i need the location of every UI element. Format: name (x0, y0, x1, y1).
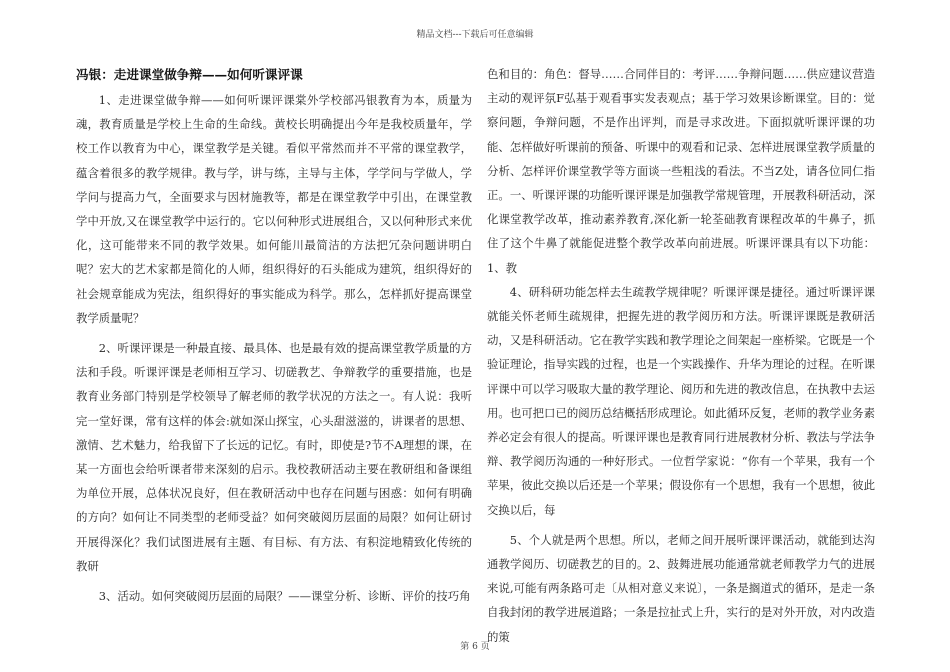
article-title: 冯银：走进课堂做争辩——如何听课评课 (76, 67, 303, 82)
page-header: 精品文档---下载后可任意编辑 (416, 30, 534, 40)
paragraph-2: 2、听课评课是一种最直接、最具体、也是最有效的提高课堂教学质量的方法和手段。听课评课是老师相互学习、切磋教艺、争辩教学的重要措施，也是教育业务部门特别是学校领导了解老师的教学状况的方法之一。有人说：我听完一堂好课，常有这样的体会:就如深山探宝，心头甜滋滋的，讲课者的思想、激情、艺术魅力，给我留下了长远的记忆。有时，即使是?节不A理想的课，在某一方面也会给听课者带来深刻的启示。我校教研活动主要在教研组和备课组为单位开展，总体状况良好，但在教研活动中也存在问题与困惑：如何有明确的方向？如何让不同类型的老师受益？如何突破阅历层面的局限？如何让研讨开展得深化？我们试图进展有主题、有目标、有方法、有积淀地精致化传统的教研 (76, 341, 472, 573)
page-number: 第 6 页 (460, 642, 490, 652)
right-column (487, 62, 875, 649)
paragraph-3-continued: 色和目的：角色：督导……合同伴目的：考评……争辩问题……供应建议营造主动的观评氛F弘基于观看事实发表观点；基于学习效果诊断课堂。目的：觉察问题，争辩问题，不是作出评判，而是寻求改进。下面拟就听课评课的功能、怎样做好听课前的预备、听课中的观看和记录、怎样进展课堂教学质量的分析、怎样评价课堂教学等方面谈一些粗浅的看法。不当Z处，请各位同仁指正。一、听课评课的功能听课评课是加强教学常规管理，开展教科研活动，深化课堂教学改革，推动素养教育,深化新一轮荃础教育课程改革的牛鼻子，抓住了这个牛鼻了就能促进整个教学改革向前进展。听课评课具有以下功能：1、教 (487, 67, 875, 275)
paragraph-3: 3、活动。如何突破阅历层面的局限？——课堂分析、诊断、评价的技巧角 (98, 589, 471, 604)
paragraph-1: 1、走进课堂做争辩——如何听课评课棠外学校部冯银教育为本，质量为魂，教育质量是学校上生命的生命线。黄校长明确提出今年是我校质量年，学校工作以教育为中心，课堂教学是关键。看似平常然而并不平常的课堂教学，蕴含着很多的教学规律。教与学，讲与练，主导与主体，学学问与学做人，学学问与提高力气，全面要求与因材施教等，都是在课堂教学中引出，在课堂教学中开放,又在课堂教学中运行的。它以何种形式进展组合，又以何种形式来优化，这可能带来不同的教学效果。如何能川最简洁的方法把冗杂问题讲明白呢？宏大的艺术家都是简化的人师，组织得好的石头能成为建筑，组织得好的社会规章能成为宪法，组织得好的事实能成为科学。那么，怎样抓好提高课堂教学质量呢？ (76, 93, 472, 325)
left-column (76, 62, 472, 608)
paragraph-4: 4、研科研功能怎样去生疏教学规律呢？听课评课是捷径。通过听课评课就能关怀老师生疏规律，把握先进的教学阅历和方法。听课评课既是教研活动，又是科研活动。它在教学实践和教学理论之间架起一座桥梁。它既是一个验证理论，指导实践的过程，也是一个实践操作、升华为理论的过程。在听课评课中可以学习吸取大量的教学理论、阅历和先进的教改信息，在执教中去运用。也可把口已的阅历总结概括形成理论。如此循环反复，老师的教学业务素养必定会有很人的提高。听课评课也是教育同行进展教材分析、教法与学法争辩、教学阅历沟通的一种好形式。一位哲学家说：“你有一个苹果，我有一个苹果，彼此交换以后还是一个苹果；假设你有一个思想，我有一个思想，彼此交换以后，每 (487, 284, 875, 517)
paragraph-5: 5、个人就是两个思想。所以，老师之间开展听课评课活动，就能到达沟通教学阅历、切磋教艺的目的。2、鼓舞进展功能通常就老师教学力气的进展来说,可能有两条路可走〔从相对意义来说〕，一条是搁道式的循环，是走一条自我封闭的教学进展道路；一条是拉扯式上升，实行的是对外开放，对内改造的策 (487, 532, 875, 644)
